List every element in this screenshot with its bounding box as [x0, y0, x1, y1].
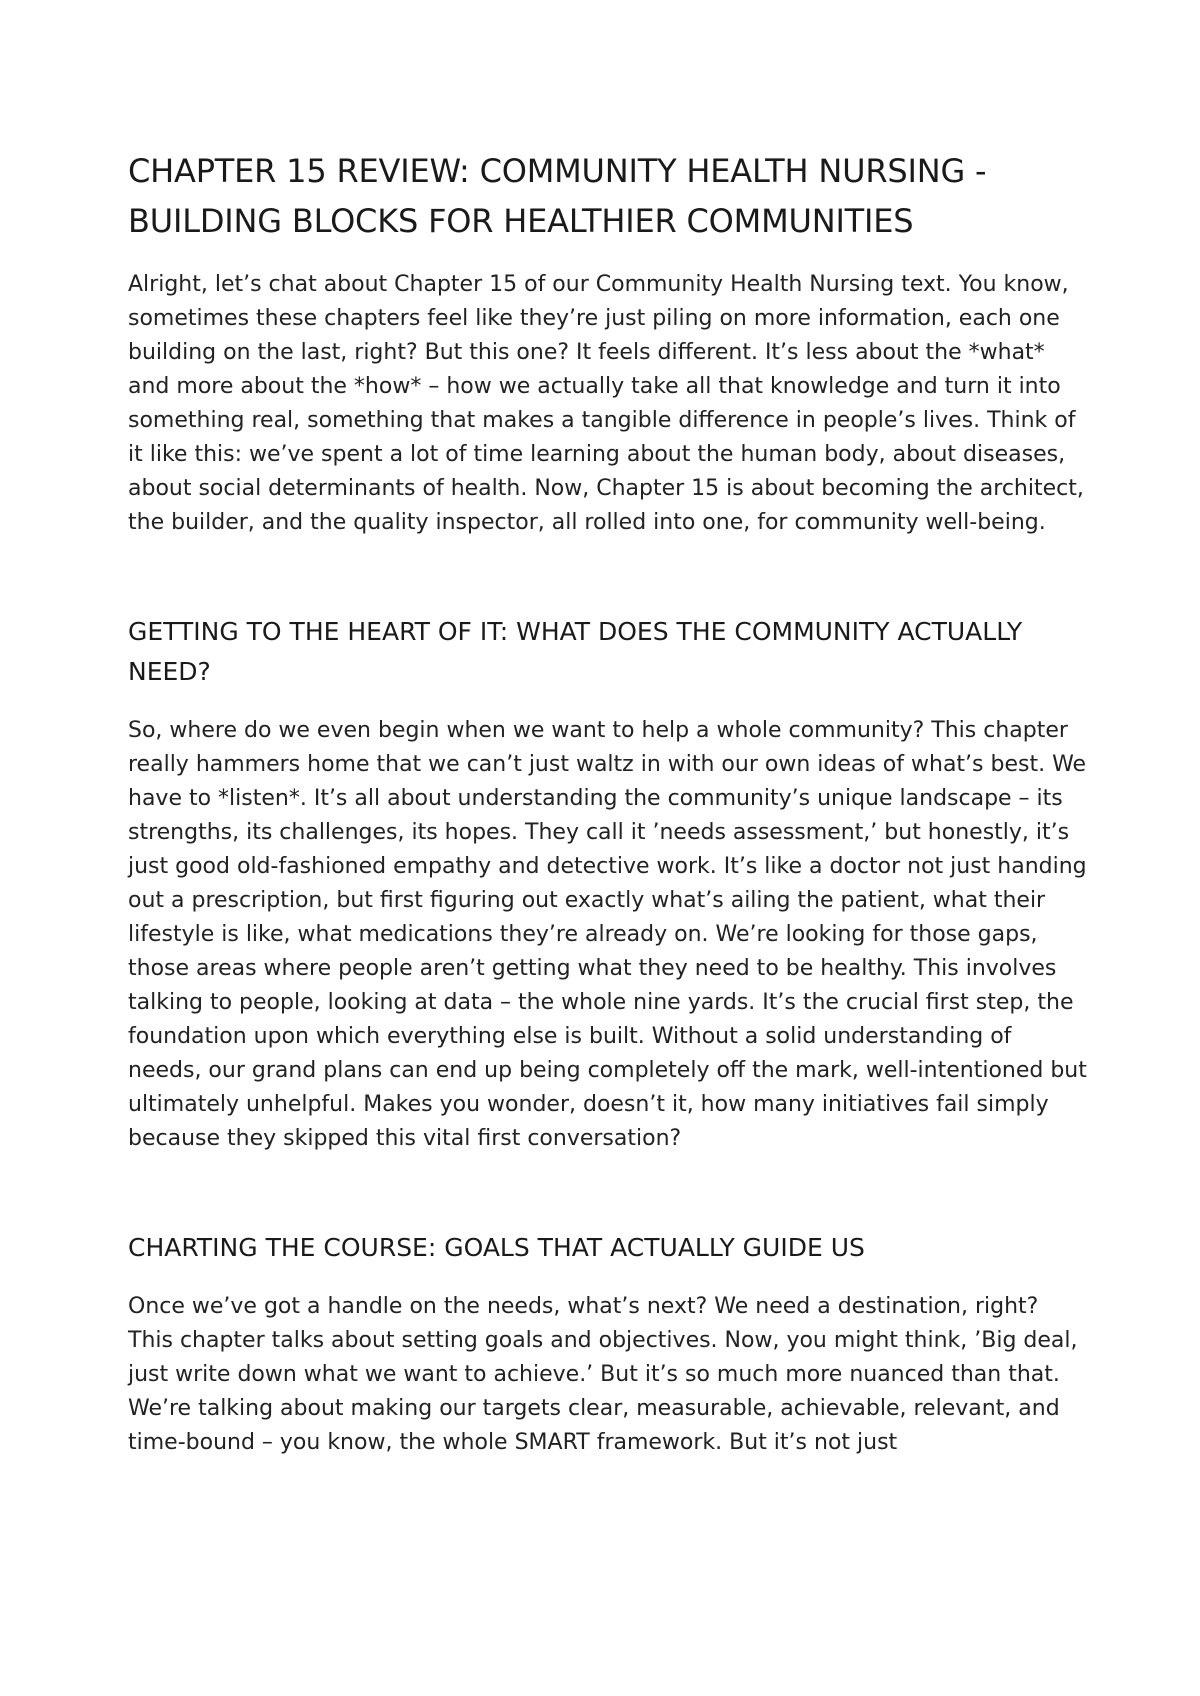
- document-page: [128, 146, 1088, 1460]
- section-goals: [128, 1228, 1088, 1460]
- section-heading: GETTING TO THE HEART OF IT: WHAT DOES THE COMMUNITY ACTUALLY NEED?: [128, 617, 1023, 686]
- section-paragraph: Once we’ve got a handle on the needs, what’s next? We need a destination, right? This chapter talks about setting goals and objectives. Now, you might think, ’Big deal, just write down what we want to achieve.’ But it’s so much more nuanced than that. We’re talking about making our targets clear, measurable, achievable, relevant, and time-bound – you know, the whole SMART framework. But it’s not just: [128, 1294, 1078, 1455]
- section-heading: CHARTING THE COURSE: GOALS THAT ACTUALLY GUIDE US: [128, 1233, 865, 1262]
- document-title: CHAPTER 15 REVIEW: COMMUNITY HEALTH NURSING - BUILDING BLOCKS FOR HEALTHIER COMMUNITIES: [128, 152, 987, 240]
- section-needs-assessment: [128, 612, 1088, 1156]
- intro-paragraph: Alright, let’s chat about Chapter 15 of our Community Health Nursing text. You know, sometimes these chapters feel like they’re just piling on more information, each one building on the last, right? But this one? It feels different. It’s less about the *what* and more about the *how* – how we actually take all that knowledge and turn it into something real, something that makes a tangible difference in people’s lives. Think of it like this: we’ve spent a lot of time learning about the human body, about diseases, about social determinants of health. Now, Chapter 15 is about becoming the architect, the builder, and the quality inspector, all rolled into one, for community well-being.: [128, 272, 1084, 535]
- section-paragraph: So, where do we even begin when we want to help a whole community? This chapter really hammers home that we can’t just waltz in with our own ideas of what’s best. We have to *listen*. It’s all about understanding the community’s unique landscape – its strengths, its challenges, its hopes. They call it ’needs assessment,’ but honestly, it’s just good old-fashioned empathy and detective work. It’s like a doctor not just handing out a prescription, but first figuring out exactly what’s ailing the patient, what their lifestyle is like, what medications they’re already on. We’re looking for those gaps, those areas where people aren’t getting what they need to be healthy. This involves talking to people, looking at data – the whole nine yards. It’s the crucial first step, the foundation upon which everything else is built. Without a solid understanding of needs, our grand plans can end up being completely off the mark, well-intentioned but ultimately unhelpful. Makes you wonder, doesn’t it, how many initiatives fail simply because they skipped this vital first conversation?: [128, 718, 1087, 1151]
